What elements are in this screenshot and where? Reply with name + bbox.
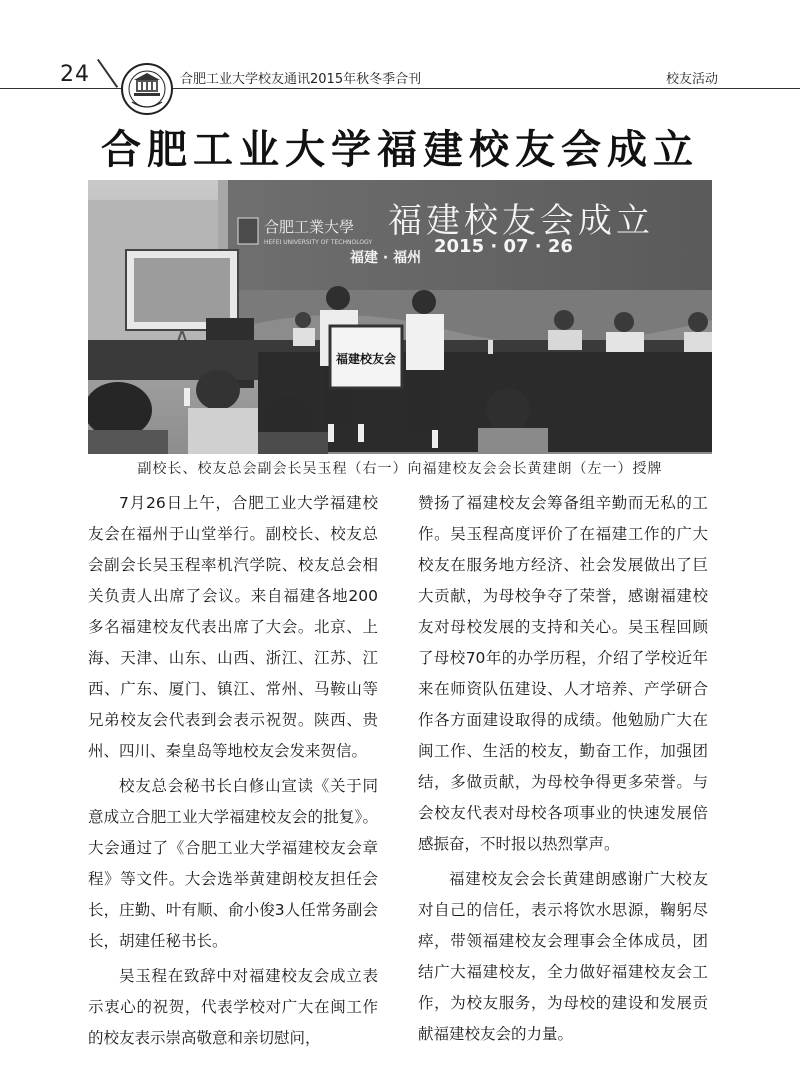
event-photo-illustration (88, 180, 712, 454)
article-title: 合肥工业大学福建校友会成立 (101, 127, 699, 173)
section-label: 校友活动 (665, 72, 718, 87)
banner-university-text: 合肥工業大學 (264, 218, 355, 236)
publication-title: 合肥工业大学校友通讯2015年秋冬季合刊 (180, 72, 422, 87)
page-header (0, 0, 800, 100)
banner-location-text: 福建 · 福州 (350, 250, 422, 266)
body-paragraph: 吴玉程在致辞中对福建校友会成立表示衷心的祝贺，代表学校对广大在闽工作的校友表示崇高敬意和亲切慰问， (88, 967, 378, 1047)
banner-event-text: 福建校友会成立 (388, 201, 654, 241)
photo-caption: 副校长、校友总会副会长吴玉程（右一）向福建校友会会长黄建朗（左一）授牌 (137, 461, 663, 477)
body-paragraph: 校友总会秘书长白修山宣读《关于同意成立合肥工业大学福建校友会的批复》。大会通过了《合肥工业大学福建校友会章程》等文件。大会选举黄建朗校友担任会长，庄勤、叶有顺、俞小俊3人任常务副会长，胡建任秘书长。 (88, 777, 378, 950)
header-divider (97, 59, 118, 88)
plaque-text: 福建校友会 (335, 352, 397, 366)
university-seal-logo (120, 62, 174, 116)
body-paragraph: 赞扬了福建校友会筹备组辛勤而无私的工作。吴玉程高度评价了在福建工作的广大校友在服务地方经济、社会发展做出了巨大贡献，为母校争夺了荣誉，感谢福建校友对母校发展的支持和关心。吴玉程回顾了母校70年的办学历程，介绍了学校近年来在师资队伍建设、人才培养、产学研合作各方面建设取得的成绩。他勉励广大在闽工作、生活的校友，勤奋工作，加强团结，多做贡献，为母校争得更多荣誉。与会校友代表对母校各项事业的快速发展倍感振奋，不时报以热烈掌声。 (418, 494, 708, 853)
body-column-right (418, 488, 708, 1054)
banner-university-en-text: HEFEI UNIVERSITY OF TECHNOLOGY (264, 239, 373, 246)
body-column-left (88, 488, 378, 1058)
body-paragraph: 福建校友会会长黄建朗感谢广大校友对自己的信任，表示将饮水思源，鞠躬尽瘁，带领福建校友会理事会全体成员，团结广大福建校友，全力做好福建校友会工作，为校友服务，为母校的建设和发展贡献福建校友会的力量。 (418, 870, 708, 1043)
banner-date-text: 2015 · 07 · 26 (434, 236, 573, 257)
page-number: 24 (60, 62, 90, 87)
event-photo (88, 180, 712, 454)
body-paragraph: 7月26日上午，合肥工业大学福建校友会在福州于山堂举行。副校长、校友总会副会长吴玉程率机汽学院、校友总会相关负责人出席了会议。来自福建各地200多名福建校友代表出席了大会。北京、上海、天津、山东、山西、浙江、江苏、江西、广东、厦门、镇江、常州、马鞍山等兄弟校友会代表到会表示祝贺。陕西、贵州、四川、秦皇岛等地校友会发来贺信。 (88, 494, 378, 760)
